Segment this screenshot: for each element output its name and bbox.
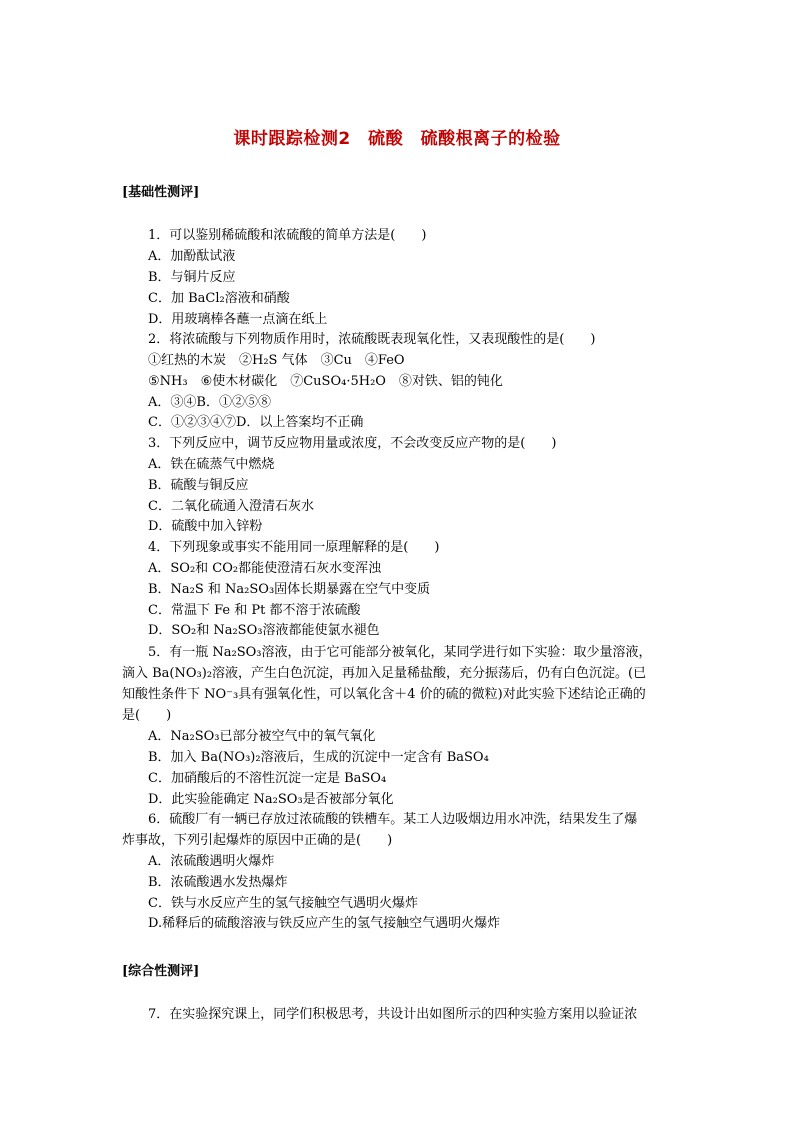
q5-option-d: D．此实验能确定 Na₂SO₃是否被部分氧化	[148, 792, 394, 807]
q1-stem: 1．可以鉴别稀硫酸和浓硫酸的简单方法是( )	[148, 228, 427, 243]
q1-option-c: C．加 BaCl₂溶液和硝酸	[148, 291, 290, 306]
q6-stem-line-2: 炸事故，下列引起爆炸的原因中正确的是( )	[122, 833, 393, 848]
page-title: 课时跟踪检测2 硫酸 硫酸根离子的检验	[233, 129, 561, 149]
q3-option-b: B．硫酸与铜反应	[148, 478, 249, 493]
q2-options-ab: A．③④B．①②⑤⑧	[148, 395, 271, 410]
q5-option-c: C．加硝酸后的不溶性沉淀一定是 BaSO₄	[148, 771, 387, 786]
section-basic-heading: [基础性测评]	[122, 185, 200, 200]
q2-options-cd: C．①②③④⑦D．以上答案均不正确	[148, 415, 364, 430]
q2-items-line-2: ⑤NH₃ ⑥使木材碳化 ⑦CuSO₄·5H₂O ⑧对铁、铝的钝化	[148, 374, 503, 389]
q6-option-d: D.稀释后的硫酸溶液与铁反应产生的氢气接触空气遇明火爆炸	[148, 916, 501, 931]
q1-option-d: D．用玻璃棒各蘸一点滴在纸上	[148, 312, 328, 327]
q5-option-b: B．加入 Ba(NO₃)₂溶液后，生成的沉淀中一定含有 BaSO₄	[148, 750, 489, 765]
q6-option-c: C．铁与水反应产生的氢气接触空气遇明火爆炸	[148, 896, 418, 911]
q4-option-d: D．SO₂和 Na₂SO₃溶液都能使氯水褪色	[148, 623, 380, 638]
q7-stem-line-1: 7．在实验探究课上，同学们积极思考，共设计出如图所示的四种实验方案用以验证浓	[148, 1007, 638, 1022]
q2-items-line-1: ①红热的木炭 ②H₂S 气体 ③Cu ④FeO	[148, 353, 405, 368]
q6-stem-line-1: 6．硫酸厂有一辆已存放过浓硫酸的铁槽车。某工人边吸烟边用水冲洗，结果发生了爆	[148, 812, 638, 827]
q5-stem-line-3: 知酸性条件下 NO⁻₃具有强氧化性，可以氧化含＋4 价的硫的微粒)对此实验下述结论正确的	[122, 687, 646, 702]
q6-option-b: B．浓硫酸遇水发热爆炸	[148, 875, 288, 890]
q2-stem: 2．将浓硫酸与下列物质作用时，浓硫酸既表现氧化性，又表现酸性的是( )	[148, 332, 596, 347]
q5-stem-line-2: 滴入 Ba(NO₃)₂溶液，产生白色沉淀，再加入足量稀盐酸，充分振荡后，仍有白色沉淀。(已	[122, 666, 647, 681]
q5-option-a: A．Na₂SO₃已部分被空气中的氧气氧化	[148, 729, 376, 744]
q4-option-c: C．常温下 Fe 和 Pt 都不溶于浓硫酸	[148, 603, 361, 618]
q4-option-a: A．SO₂和 CO₂都能使澄清石灰水变浑浊	[148, 561, 382, 576]
q4-option-b: B．Na₂S 和 Na₂SO₃固体长期暴露在空气中变质	[148, 582, 431, 597]
q4-stem: 4．下列现象或事实不能用同一原理解释的是( )	[148, 540, 440, 555]
q3-stem: 3．下列反应中，调节反应物用量或浓度，不会改变反应产物的是( )	[148, 436, 557, 451]
q3-option-d: D．硫酸中加入锌粉	[148, 519, 263, 534]
q6-option-a: A．浓硫酸遇明火爆炸	[148, 854, 275, 869]
q5-stem-line-4: 是( )	[122, 708, 172, 723]
q3-option-a: A．铁在硫蒸气中燃烧	[148, 457, 275, 472]
section-comprehensive-heading: [综合性测评]	[122, 964, 200, 979]
q1-option-b: B．与铜片反应	[148, 270, 236, 285]
q5-stem-line-1: 5．有一瓶 Na₂SO₃溶液，由于它可能部分被氧化，某同学进行如下实验：取少量溶液，	[148, 645, 652, 660]
q1-option-a: A．加酚酞试液	[148, 249, 236, 264]
q3-option-c: C．二氧化硫通入澄清石灰水	[148, 499, 314, 514]
